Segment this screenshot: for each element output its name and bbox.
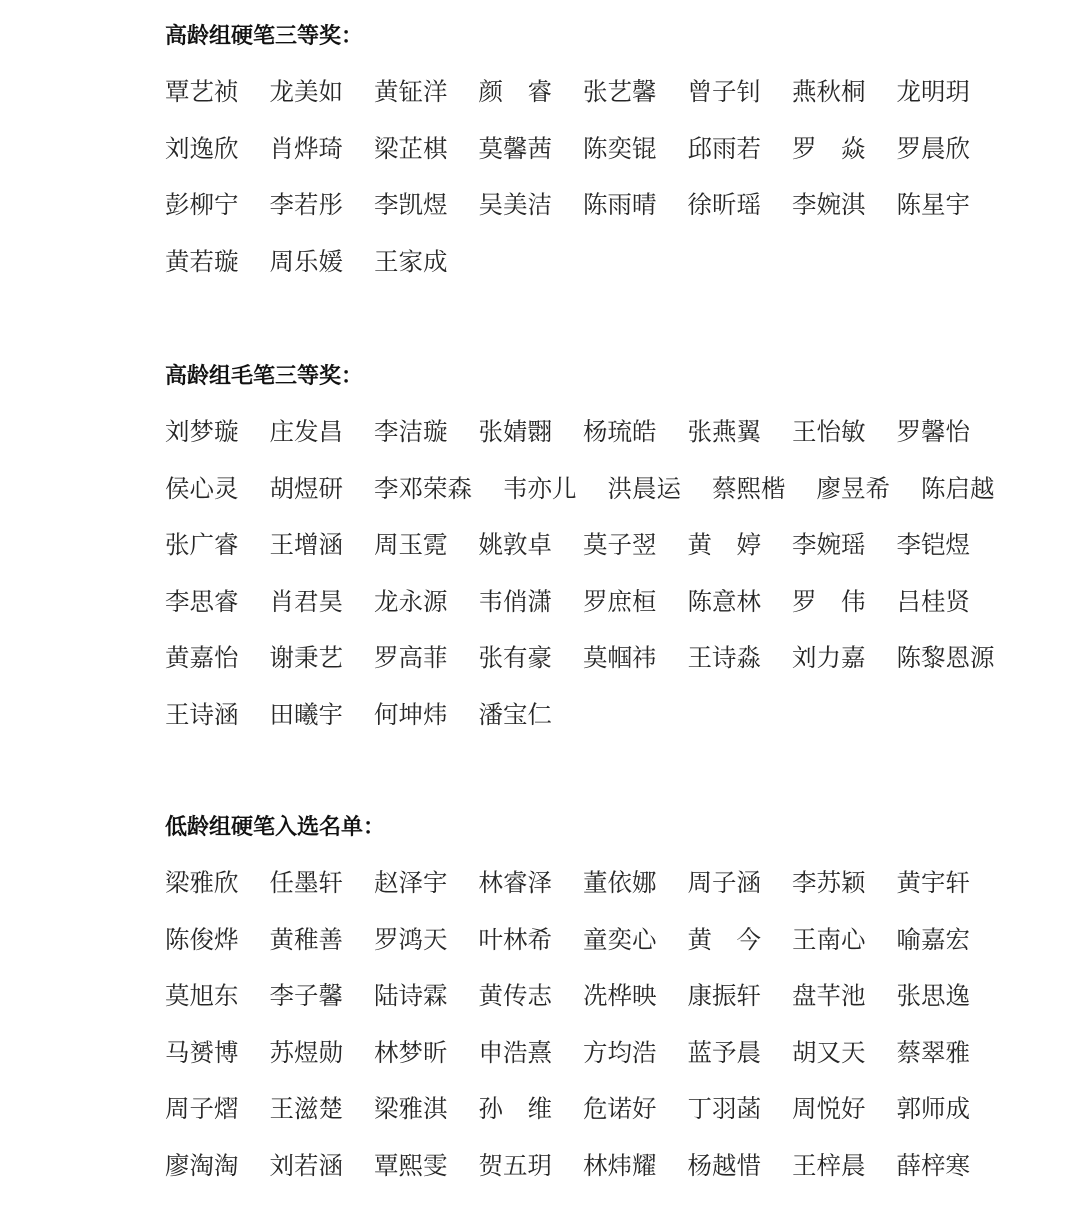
- person-name: 苏煜勋: [269, 1037, 343, 1067]
- person-name: 林炜耀: [583, 1150, 657, 1180]
- name-row: [165, 474, 1026, 531]
- person-name: 李洁璇: [374, 417, 448, 446]
- person-name: 黄嘉怡: [165, 643, 239, 673]
- person-name: 莫旭东: [165, 981, 239, 1011]
- name-list: [165, 77, 1001, 303]
- person-name: 吴美洁: [478, 190, 552, 220]
- person-name: 龙永源: [374, 586, 448, 616]
- name-row: [165, 530, 1026, 587]
- person-name: 陈意林: [687, 586, 761, 616]
- section-high-age-hardpen-third-prize: [165, 22, 1001, 303]
- person-name: 申浩熹: [478, 1037, 552, 1067]
- person-name: 周子涵: [687, 868, 761, 897]
- person-name: 潘宝仁: [478, 699, 552, 729]
- person-name: 梁芷棋: [374, 133, 448, 163]
- person-name: 莫馨茜: [478, 133, 552, 163]
- person-name: 童奕心: [583, 924, 657, 954]
- person-name: 孙 维: [478, 1094, 552, 1124]
- person-name: 刘若涵: [269, 1150, 343, 1180]
- name-row: [165, 190, 1001, 247]
- name-row: [165, 1151, 1001, 1208]
- person-name: 谢秉艺: [269, 643, 343, 673]
- person-name: 陈雨晴: [583, 190, 657, 220]
- person-name: 周子熠: [165, 1094, 239, 1124]
- person-name: 贺五玥: [478, 1150, 552, 1180]
- person-name: 李铠煜: [896, 530, 970, 560]
- person-name: 覃熙雯: [374, 1150, 448, 1180]
- person-name: 王诗涵: [165, 699, 239, 729]
- person-name: 张艺馨: [583, 77, 657, 106]
- person-name: 赵泽宇: [374, 868, 448, 897]
- name-row: [165, 981, 1001, 1038]
- person-name: 罗高菲: [374, 643, 448, 673]
- person-name: 刘逸欣: [165, 133, 239, 163]
- name-row: [165, 1094, 1001, 1151]
- person-name: 杨越惜: [687, 1150, 761, 1180]
- person-name: 姚敦卓: [478, 530, 552, 560]
- person-name: 刘梦璇: [165, 417, 239, 446]
- person-name: 黄传志: [478, 981, 552, 1011]
- person-name: 曾子钊: [687, 77, 761, 106]
- person-name: 叶林希: [478, 924, 552, 954]
- person-name: 侯心灵: [165, 473, 239, 503]
- person-name: 肖君昊: [269, 586, 343, 616]
- person-name: 李婉淇: [792, 190, 866, 220]
- person-name: 蔡翠雅: [896, 1037, 970, 1067]
- person-name: 林梦昕: [374, 1037, 448, 1067]
- person-name: 李思睿: [165, 586, 239, 616]
- name-row: [165, 1038, 1001, 1095]
- person-name: 黄 今: [687, 924, 761, 954]
- name-list: [165, 868, 1001, 1208]
- person-name: 覃艺祯: [165, 77, 239, 106]
- person-name: 喻嘉宏: [896, 924, 970, 954]
- name-row: [165, 868, 1001, 925]
- person-name: 李子馨: [269, 981, 343, 1011]
- person-name: 韦亦儿: [503, 473, 577, 503]
- person-name: 肖烨琦: [269, 133, 343, 163]
- person-name: 彭柳宁: [165, 190, 239, 220]
- person-name: 周悦好: [792, 1094, 866, 1124]
- person-name: 王诗淼: [687, 643, 761, 673]
- person-name: 胡又天: [792, 1037, 866, 1067]
- person-name: 王南心: [792, 924, 866, 954]
- name-list: [165, 417, 1026, 757]
- person-name: 任墨轩: [269, 868, 343, 897]
- person-name: 龙美如: [269, 77, 343, 106]
- person-name: 王滋楚: [269, 1094, 343, 1124]
- person-name: 郭师成: [896, 1094, 970, 1124]
- name-row: [165, 643, 1026, 700]
- name-row: [165, 700, 1026, 757]
- person-name: 徐昕瑶: [687, 190, 761, 220]
- person-name: 吕桂贤: [896, 586, 970, 616]
- person-name: 罗庶桓: [583, 586, 657, 616]
- person-name: 王怡敏: [792, 417, 866, 446]
- person-name: 方均浩: [583, 1037, 657, 1067]
- person-name: 张婧翾: [478, 417, 552, 446]
- person-name: 罗晨欣: [896, 133, 970, 163]
- person-name: 罗 伟: [792, 586, 866, 616]
- person-name: 林睿泽: [478, 868, 552, 897]
- person-name: 田曦宇: [269, 699, 343, 729]
- person-name: 李婉瑶: [792, 530, 866, 560]
- person-name: 黄若璇: [165, 246, 239, 276]
- section-title: 高龄组毛笔三等奖：: [165, 364, 364, 389]
- person-name: 李苏颖: [792, 868, 866, 897]
- section-title: 低龄组硬笔入选名单：: [165, 815, 386, 840]
- person-name: 何坤炜: [374, 699, 448, 729]
- person-name: 洪晨运: [607, 473, 681, 503]
- person-name: 莫帼祎: [583, 643, 657, 673]
- person-name: 王增涵: [269, 530, 343, 560]
- person-name: 燕秋桐: [792, 77, 866, 106]
- person-name: 陈启越: [921, 473, 995, 503]
- person-name: 莫子翌: [583, 530, 657, 560]
- person-name: 刘力嘉: [792, 643, 866, 673]
- person-name: 罗 焱: [792, 133, 866, 163]
- person-name: 丁羽菡: [687, 1094, 761, 1124]
- person-name: 罗鸿天: [374, 924, 448, 954]
- name-row: [165, 77, 1001, 134]
- person-name: 梁雅淇: [374, 1094, 448, 1124]
- person-name: 廖淘淘: [165, 1150, 239, 1180]
- person-name: 李邓荣森: [374, 473, 472, 503]
- person-name: 李若彤: [269, 190, 343, 220]
- person-name: 李凯煜: [374, 190, 448, 220]
- person-name: 王梓晨: [792, 1150, 866, 1180]
- person-name: 陈奕锟: [583, 133, 657, 163]
- person-name: 康振轩: [687, 981, 761, 1011]
- section-high-age-brush-third-prize: [165, 362, 1026, 757]
- person-name: 胡煜研: [269, 473, 343, 503]
- name-row: [165, 587, 1026, 644]
- person-name: 王家成: [374, 246, 448, 276]
- person-name: 梁雅欣: [165, 868, 239, 897]
- person-name: 董依娜: [583, 868, 657, 897]
- person-name: 颜 睿: [478, 77, 552, 106]
- person-name: 邱雨若: [687, 133, 761, 163]
- section-low-age-hardpen-selected: [165, 813, 1001, 1208]
- person-name: 薛梓寒: [896, 1150, 970, 1180]
- person-name: 黄钲洋: [374, 77, 448, 106]
- person-name: 张广睿: [165, 530, 239, 560]
- person-name: 陈俊烨: [165, 924, 239, 954]
- person-name: 龙明玥: [896, 77, 970, 106]
- person-name: 黄 婷: [687, 530, 761, 560]
- section-title: 高龄组硬笔三等奖：: [165, 24, 364, 49]
- person-name: 黄宇轩: [896, 868, 970, 897]
- person-name: 廖昱希: [816, 473, 890, 503]
- person-name: 危诺好: [583, 1094, 657, 1124]
- person-name: 冼桦映: [583, 981, 657, 1011]
- person-name: 张有豪: [478, 643, 552, 673]
- person-name: 周玉霓: [374, 530, 448, 560]
- person-name: 黄稚善: [269, 924, 343, 954]
- name-row: [165, 417, 1026, 474]
- person-name: 盘芊池: [792, 981, 866, 1011]
- person-name: 蔡熙楷: [712, 473, 786, 503]
- person-name: 杨琉皓: [583, 417, 657, 446]
- person-name: 马赟博: [165, 1037, 239, 1067]
- person-name: 周乐媛: [269, 246, 343, 276]
- person-name: 陈黎恩源: [896, 643, 995, 673]
- person-name: 韦俏潇: [478, 586, 552, 616]
- name-row: [165, 925, 1001, 982]
- person-name: 庄发昌: [269, 417, 343, 446]
- person-name: 陈星宇: [896, 190, 970, 220]
- person-name: 张燕翼: [687, 417, 761, 446]
- person-name: 张思逸: [896, 981, 970, 1011]
- name-row: [165, 134, 1001, 191]
- person-name: 罗馨怡: [896, 417, 970, 446]
- name-row: [165, 247, 1001, 304]
- person-name: 蓝予晨: [687, 1037, 761, 1067]
- person-name: 陆诗霖: [374, 981, 448, 1011]
